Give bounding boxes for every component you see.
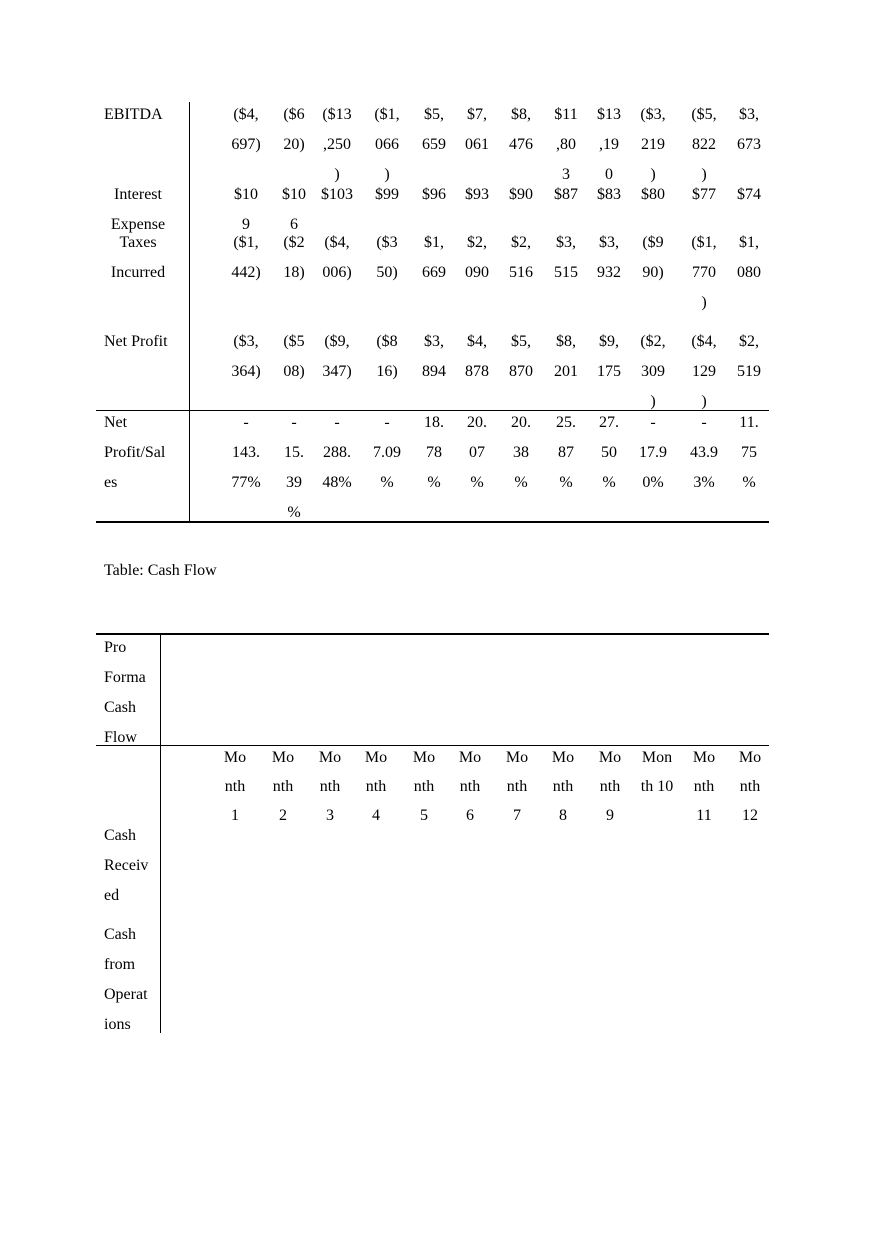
table-cell: $3, bbox=[424, 333, 444, 350]
month-header: nth bbox=[459, 778, 481, 795]
table-cell: 18. bbox=[424, 414, 444, 431]
table-cell: 38 bbox=[513, 444, 529, 461]
table-cell: ($8 bbox=[376, 333, 398, 350]
table-cell: 175 bbox=[597, 363, 621, 380]
month-header: nth bbox=[319, 778, 341, 795]
month-header: nth bbox=[272, 778, 294, 795]
table-cell: 11. bbox=[739, 414, 759, 431]
table-cell: ($1, bbox=[374, 106, 400, 123]
table-cell: 20. bbox=[511, 414, 531, 431]
table-cell: ,80 bbox=[556, 136, 576, 153]
table-cell: $8, bbox=[556, 333, 576, 350]
month-header: Mo bbox=[271, 749, 295, 766]
table-cell: 080 bbox=[737, 264, 761, 281]
table-cell: 48% bbox=[322, 474, 352, 491]
table-cell: $99 bbox=[375, 186, 399, 203]
table-cell: % bbox=[514, 474, 528, 491]
table-cell: 90) bbox=[642, 264, 664, 281]
month-header: Mon bbox=[641, 749, 673, 766]
row-label: ed bbox=[104, 887, 120, 904]
table-top-rule bbox=[96, 633, 769, 635]
table-cell: 659 bbox=[422, 136, 446, 153]
table-cell: 6 bbox=[290, 216, 298, 233]
table-cell: $74 bbox=[737, 186, 761, 203]
table-cell: ($1, bbox=[233, 234, 259, 251]
table-cell: % bbox=[742, 474, 756, 491]
table-cell: $10 bbox=[234, 186, 258, 203]
month-header: th 10 bbox=[640, 778, 674, 795]
table-caption: Table: Cash Flow bbox=[104, 562, 217, 579]
table-cell: 27. bbox=[599, 414, 619, 431]
row-label: Cash bbox=[104, 827, 136, 844]
row-label: es bbox=[104, 474, 118, 491]
table-cell: - bbox=[243, 414, 249, 431]
table-title: Flow bbox=[104, 729, 137, 746]
month-header: nth bbox=[552, 778, 574, 795]
row-label: Expense bbox=[110, 216, 166, 233]
table-cell: 78 bbox=[426, 444, 442, 461]
table-cell: $87 bbox=[554, 186, 578, 203]
table-cell: - bbox=[291, 414, 297, 431]
table-cell: 870 bbox=[509, 363, 533, 380]
table-cell: $93 bbox=[465, 186, 489, 203]
table-cell: % bbox=[602, 474, 616, 491]
month-header: nth bbox=[739, 778, 761, 795]
table-cell: 515 bbox=[554, 264, 578, 281]
month-header: 6 bbox=[466, 807, 474, 824]
table-cell: 15. bbox=[284, 444, 304, 461]
month-header: Mo bbox=[458, 749, 482, 766]
table-cell: ($9, bbox=[324, 333, 350, 350]
table-cell: $8, bbox=[511, 106, 531, 123]
row-label: from bbox=[104, 956, 136, 973]
table-cell: $77 bbox=[692, 186, 716, 203]
row-label: EBITDA bbox=[104, 106, 163, 123]
label-column-divider bbox=[189, 102, 190, 522]
table-cell: 39 bbox=[286, 474, 302, 491]
table-cell: $2, bbox=[511, 234, 531, 251]
month-header: 11 bbox=[696, 807, 712, 824]
table-cell: 822 bbox=[692, 136, 716, 153]
table-title: Cash bbox=[104, 699, 136, 716]
table-cell: $103 bbox=[321, 186, 353, 203]
table-cell: 20) bbox=[283, 136, 305, 153]
table-cell: ($3 bbox=[376, 234, 398, 251]
table-cell: % bbox=[427, 474, 441, 491]
table-cell: ($3, bbox=[640, 106, 666, 123]
table-cell: 143. bbox=[232, 444, 260, 461]
table-cell: 0 bbox=[605, 166, 613, 183]
month-header: Mo bbox=[738, 749, 762, 766]
table-title: Forma bbox=[104, 669, 146, 686]
table-cell: 219 bbox=[641, 136, 665, 153]
table-cell: $5, bbox=[511, 333, 531, 350]
table-cell: ($9 bbox=[642, 234, 664, 251]
table-cell: 17.9 bbox=[639, 444, 667, 461]
table-cell: 50) bbox=[376, 264, 398, 281]
table-cell: $90 bbox=[509, 186, 533, 203]
month-header: 3 bbox=[326, 807, 334, 824]
table-cell: - bbox=[701, 414, 707, 431]
table-cell: $1, bbox=[424, 234, 444, 251]
table-cell: $5, bbox=[424, 106, 444, 123]
table-cell: 519 bbox=[737, 363, 761, 380]
table-cell: ($5 bbox=[283, 333, 305, 350]
table-cell: 090 bbox=[465, 264, 489, 281]
table-cell: $13 bbox=[597, 106, 621, 123]
table-cell: 7.09 bbox=[373, 444, 401, 461]
table-cell: % bbox=[380, 474, 394, 491]
table-cell: ($4, bbox=[691, 333, 717, 350]
table-cell: $2, bbox=[467, 234, 487, 251]
row-label: Receiv bbox=[104, 857, 149, 874]
table-cell: 9 bbox=[242, 216, 250, 233]
table-cell: $83 bbox=[597, 186, 621, 203]
row-label: Incurred bbox=[110, 264, 166, 281]
month-header: nth bbox=[365, 778, 387, 795]
table-cell: 347) bbox=[322, 363, 352, 380]
table-cell: 309 bbox=[641, 363, 665, 380]
month-header: 8 bbox=[559, 807, 567, 824]
month-header: Mo bbox=[412, 749, 436, 766]
table-cell: 894 bbox=[422, 363, 446, 380]
table-cell: $9, bbox=[599, 333, 619, 350]
table-cell: $2, bbox=[739, 333, 759, 350]
month-header: Mo bbox=[551, 749, 575, 766]
table-cell: ,250 bbox=[323, 136, 351, 153]
table-cell: 3% bbox=[693, 474, 715, 491]
row-label: Cash bbox=[104, 926, 136, 943]
month-header: Mo bbox=[505, 749, 529, 766]
table-cell: ) bbox=[650, 166, 656, 183]
table-cell: 442) bbox=[231, 264, 261, 281]
table-cell: $96 bbox=[422, 186, 446, 203]
row-label: Profit/Sal bbox=[104, 444, 166, 461]
table-cell: 932 bbox=[597, 264, 621, 281]
month-header: nth bbox=[599, 778, 621, 795]
month-header: 1 bbox=[231, 807, 239, 824]
table-cell: ($5, bbox=[691, 106, 717, 123]
table-cell: 878 bbox=[465, 363, 489, 380]
table-cell: 697) bbox=[231, 136, 261, 153]
table-cell: ) bbox=[384, 166, 390, 183]
table-cell: $10 bbox=[282, 186, 306, 203]
table-cell: - bbox=[334, 414, 340, 431]
table-cell: 18) bbox=[283, 264, 305, 281]
table-cell: 08) bbox=[283, 363, 305, 380]
row-label: Net Profit bbox=[104, 333, 168, 350]
table-cell: 288. bbox=[323, 444, 351, 461]
month-header: nth bbox=[693, 778, 715, 795]
table-cell: 476 bbox=[509, 136, 533, 153]
month-header: 2 bbox=[279, 807, 287, 824]
table-cell: 25. bbox=[556, 414, 576, 431]
table-bottom-rule bbox=[96, 521, 769, 523]
table-cell: $3, bbox=[739, 106, 759, 123]
table-cell: ) bbox=[334, 166, 340, 183]
month-header: nth bbox=[224, 778, 246, 795]
table-cell: $3, bbox=[599, 234, 619, 251]
table-cell: ) bbox=[701, 166, 707, 183]
table-cell: 3 bbox=[562, 166, 570, 183]
table-cell: % bbox=[559, 474, 573, 491]
table-cell: 50 bbox=[601, 444, 617, 461]
table-cell: ($1, bbox=[691, 234, 717, 251]
row-label: Taxes bbox=[119, 234, 157, 251]
table-cell: 006) bbox=[322, 264, 352, 281]
table-cell: $3, bbox=[556, 234, 576, 251]
month-header: 5 bbox=[420, 807, 428, 824]
table-cell: 673 bbox=[737, 136, 761, 153]
table-cell: ($4, bbox=[324, 234, 350, 251]
table-cell: ,19 bbox=[599, 136, 619, 153]
table-cell: - bbox=[650, 414, 656, 431]
table-cell: 066 bbox=[375, 136, 399, 153]
table-cell: - bbox=[384, 414, 390, 431]
month-header: Mo bbox=[364, 749, 388, 766]
table-cell: 16) bbox=[376, 363, 398, 380]
table-cell: $1, bbox=[739, 234, 759, 251]
table-cell: 20. bbox=[467, 414, 487, 431]
table-title: Pro bbox=[104, 639, 127, 656]
table-cell: $11 bbox=[554, 106, 578, 123]
table-cell: ) bbox=[701, 393, 707, 410]
table-cell: ) bbox=[650, 393, 656, 410]
table-cell: ($3, bbox=[233, 333, 259, 350]
month-header: nth bbox=[506, 778, 528, 795]
table-cell: ($2 bbox=[283, 234, 305, 251]
table-cell: 129 bbox=[692, 363, 716, 380]
month-header: Mo bbox=[598, 749, 622, 766]
table-cell: 516 bbox=[509, 264, 533, 281]
table-cell: 75 bbox=[741, 444, 757, 461]
table-cell: ($6 bbox=[283, 106, 305, 123]
table-cell: $4, bbox=[467, 333, 487, 350]
table-cell: $80 bbox=[641, 186, 665, 203]
table-cell: 770 bbox=[692, 264, 716, 281]
table-cell: 77% bbox=[231, 474, 261, 491]
month-header: Mo bbox=[318, 749, 342, 766]
table-cell: 0% bbox=[642, 474, 664, 491]
table-cell: % bbox=[470, 474, 484, 491]
month-header: Mo bbox=[692, 749, 716, 766]
table-cell: 43.9 bbox=[690, 444, 718, 461]
row-label: ions bbox=[104, 1016, 131, 1033]
row-label: Operat bbox=[104, 986, 148, 1003]
table-cell: 201 bbox=[554, 363, 578, 380]
month-header: 9 bbox=[606, 807, 614, 824]
table-cell: 07 bbox=[469, 444, 485, 461]
month-header: 7 bbox=[513, 807, 521, 824]
row-label: Interest bbox=[114, 186, 162, 203]
table-cell: ($2, bbox=[640, 333, 666, 350]
table-cell: 364) bbox=[231, 363, 261, 380]
table-cell: $7, bbox=[467, 106, 487, 123]
table-cell: 061 bbox=[465, 136, 489, 153]
month-header: 12 bbox=[742, 807, 758, 824]
month-header: 4 bbox=[372, 807, 380, 824]
table-cell: 669 bbox=[422, 264, 446, 281]
table-cell: % bbox=[287, 504, 301, 521]
month-header: nth bbox=[413, 778, 435, 795]
month-header: Mo bbox=[223, 749, 247, 766]
table-cell: ($13 bbox=[322, 106, 352, 123]
table-cell: ($4, bbox=[233, 106, 259, 123]
table-cell: ) bbox=[701, 294, 707, 311]
label-column-divider bbox=[160, 635, 161, 1033]
table-cell: 87 bbox=[558, 444, 574, 461]
row-label: Net bbox=[104, 414, 128, 431]
